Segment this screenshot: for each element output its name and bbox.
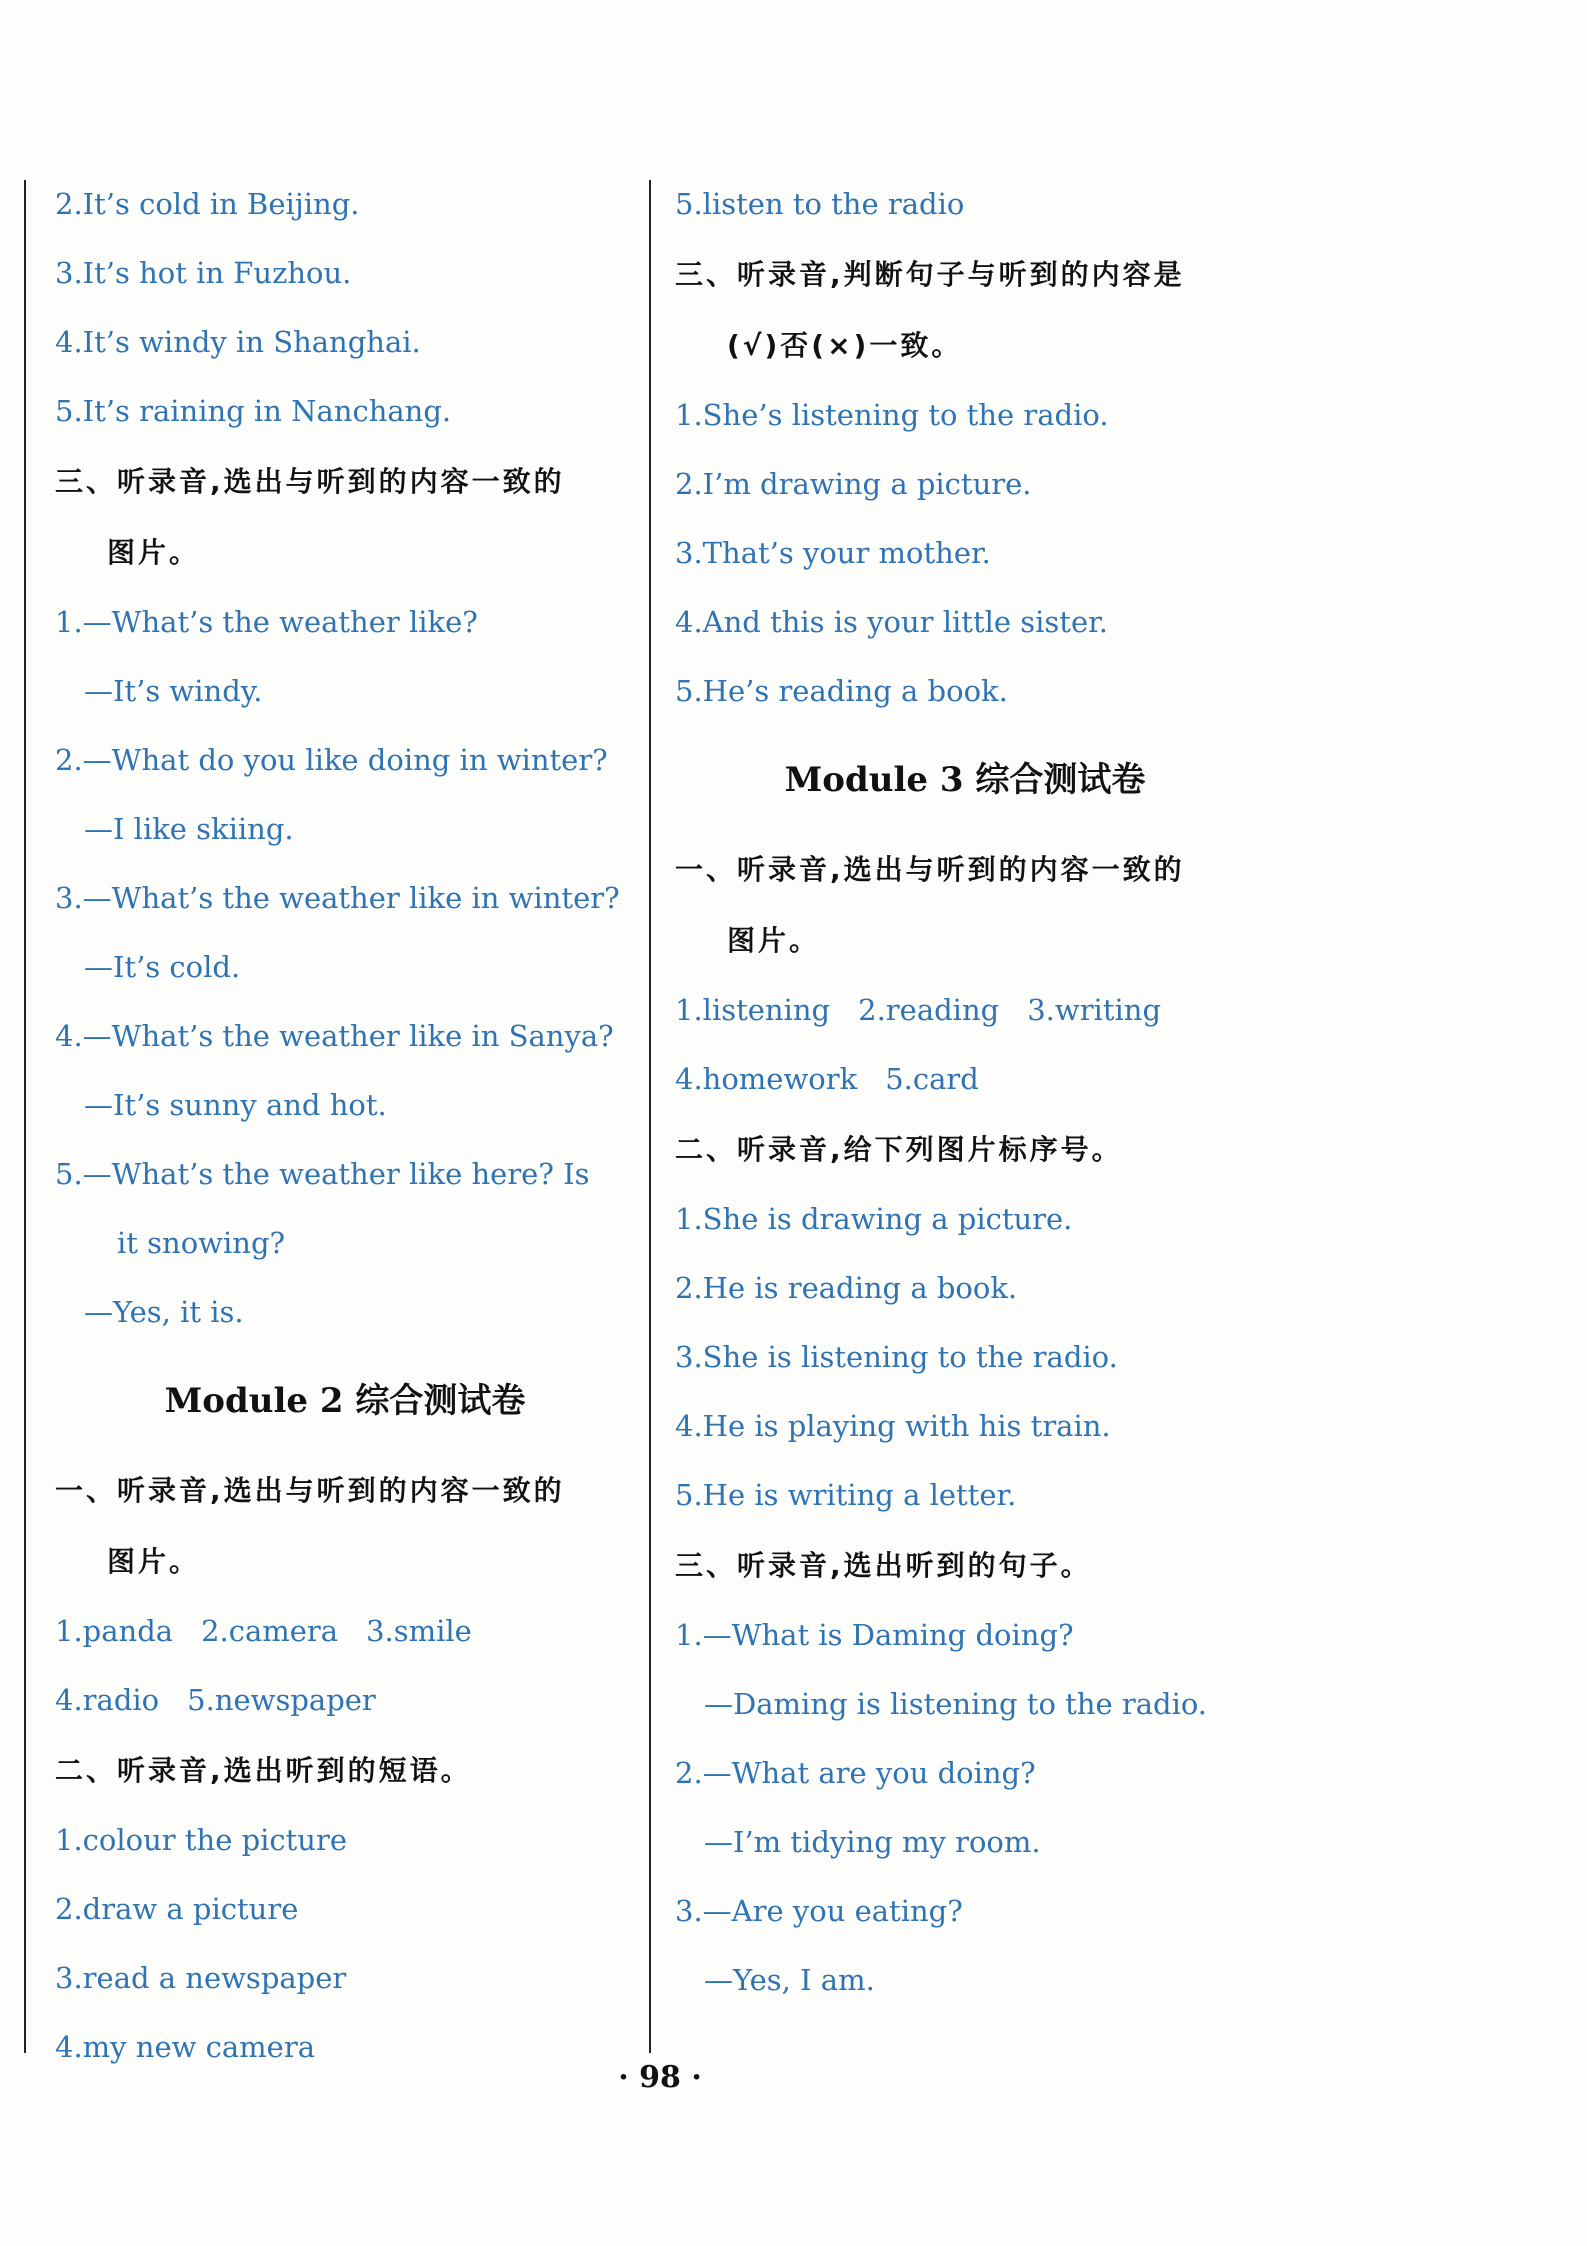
answer-continuation-line: it snowing? bbox=[117, 1226, 286, 1260]
answer-reply-line: —Yes, I am. bbox=[704, 1963, 875, 1997]
answer-item: 1.panda bbox=[55, 1614, 174, 1648]
section-heading-continuation: 图片。 bbox=[107, 1545, 201, 1578]
answer-line: 2.—What do you like doing in winter? bbox=[55, 743, 608, 777]
answer-item: 5.card bbox=[885, 1062, 979, 1096]
module-title: Module 2 综合测试卷 bbox=[164, 1381, 526, 1421]
answer-line: 3.—What’s the weather like in winter? bbox=[55, 881, 620, 915]
section-heading: 二、听录音,选出听到的短语。 bbox=[55, 1754, 472, 1787]
answer-line: 5.He is writing a letter. bbox=[675, 1478, 1017, 1512]
section-heading-continuation: 图片。 bbox=[727, 924, 821, 957]
answer-line: 3.read a newspaper bbox=[55, 1961, 347, 1995]
column-divider-rule bbox=[649, 180, 651, 2053]
answer-reply-line: —I’m tidying my room. bbox=[704, 1825, 1041, 1859]
answer-line bbox=[55, 1666, 635, 1735]
answer-item: 3.smile bbox=[366, 1614, 472, 1648]
answer-line: 2.It’s cold in Beijing. bbox=[55, 187, 360, 221]
answer-reply-line: —It’s windy. bbox=[84, 674, 263, 708]
answer-reply-line: —Yes, it is. bbox=[84, 1295, 244, 1329]
answer-line: 1.She is drawing a picture. bbox=[675, 1202, 1073, 1236]
answer-line: 3.That’s your mother. bbox=[675, 536, 991, 570]
answer-line: 3.—Are you eating? bbox=[675, 1894, 963, 1928]
answer-line: 3.It’s hot in Fuzhou. bbox=[55, 256, 352, 290]
answer-line: 4.—What’s the weather like in Sanya? bbox=[55, 1019, 614, 1053]
answer-line: 5.listen to the radio bbox=[675, 187, 965, 221]
answer-line: 4.He is playing with his train. bbox=[675, 1409, 1111, 1443]
section-heading: 三、听录音,选出听到的句子。 bbox=[675, 1549, 1092, 1582]
answer-item: 3.writing bbox=[1027, 993, 1162, 1027]
answer-item: 1.listening bbox=[675, 993, 831, 1027]
answer-item: 4.radio bbox=[55, 1683, 160, 1717]
answer-line: 5.—What’s the weather like here? Is bbox=[55, 1157, 590, 1191]
answer-line bbox=[55, 1597, 635, 1666]
answer-reply-line: —It’s cold. bbox=[84, 950, 241, 984]
answer-reply-line: —It’s sunny and hot. bbox=[84, 1088, 387, 1122]
answer-line: 2.I’m drawing a picture. bbox=[675, 467, 1032, 501]
answer-line: 2.—What are you doing? bbox=[675, 1756, 1036, 1790]
right-column bbox=[675, 170, 1255, 2015]
answer-line: 5.He’s reading a book. bbox=[675, 674, 1008, 708]
answer-reply-line: —Daming is listening to the radio. bbox=[704, 1687, 1208, 1721]
section-heading-continuation: 图片。 bbox=[107, 536, 201, 569]
answer-line: 4.It’s windy in Shanghai. bbox=[55, 325, 421, 359]
answer-line: 1.—What is Daming doing? bbox=[675, 1618, 1074, 1652]
answer-line: 2.draw a picture bbox=[55, 1892, 299, 1926]
section-heading: 二、听录音,给下列图片标序号。 bbox=[675, 1133, 1123, 1166]
section-heading: 一、听录音,选出与听到的内容一致的 bbox=[55, 1474, 565, 1507]
section-heading: 三、听录音,选出与听到的内容一致的 bbox=[55, 465, 565, 498]
answer-line: 4.my new camera bbox=[55, 2030, 315, 2064]
answer-line bbox=[675, 1045, 1255, 1114]
answer-line: 2.He is reading a book. bbox=[675, 1271, 1018, 1305]
module-title: Module 3 综合测试卷 bbox=[784, 760, 1146, 800]
section-heading-continuation: (√)否(×)一致。 bbox=[727, 329, 963, 362]
left-column bbox=[55, 170, 635, 2082]
answer-item: 5.newspaper bbox=[187, 1683, 376, 1717]
answer-line: 4.And this is your little sister. bbox=[675, 605, 1109, 639]
answer-line: 5.It’s raining in Nanchang. bbox=[55, 394, 452, 428]
answer-line: 1.colour the picture bbox=[55, 1823, 348, 1857]
answer-item: 2.camera bbox=[201, 1614, 339, 1648]
answer-item: 4.homework bbox=[675, 1062, 858, 1096]
answer-line: 1.—What’s the weather like? bbox=[55, 605, 478, 639]
answer-line: 3.She is listening to the radio. bbox=[675, 1340, 1118, 1374]
answer-item: 2.reading bbox=[858, 993, 1000, 1027]
answer-line bbox=[675, 976, 1255, 1045]
answer-reply-line: —I like skiing. bbox=[84, 812, 294, 846]
page-number: · 98 · bbox=[618, 2060, 702, 2095]
section-heading: 一、听录音,选出与听到的内容一致的 bbox=[675, 853, 1185, 886]
left-margin-rule bbox=[24, 180, 26, 2053]
section-heading: 三、听录音,判断句子与听到的内容是 bbox=[675, 258, 1185, 291]
answer-line: 1.She’s listening to the radio. bbox=[675, 398, 1109, 432]
